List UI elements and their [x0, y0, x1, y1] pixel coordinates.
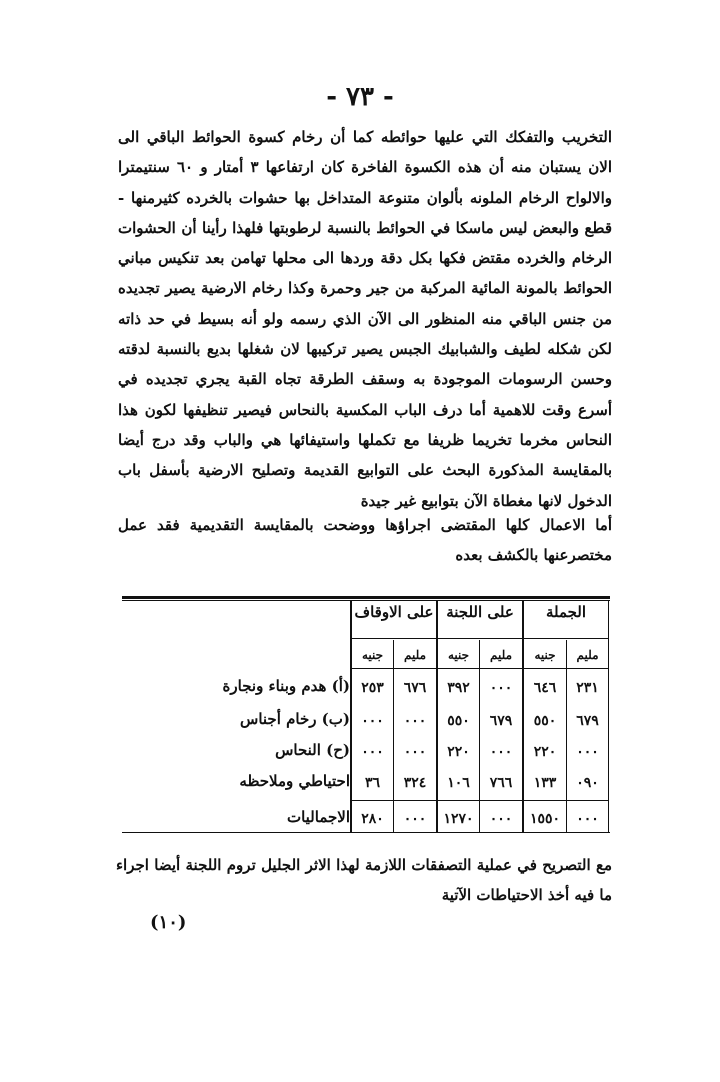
group-divider: [608, 600, 609, 832]
main-paragraph-text: التخريب والتفكك التي عليها حوائطه كما أن رخام كسوة الحوائط الباقي الى الان يستبان منه أن هذه الكسوة الفاخرة كان ارتفاعها ٣ أمتار و ٦٠ سنتيمترا والالواح الرخام الملونه بألوان متنوعة المتداخل بها حشوات بالخرده كثيرمنها - قطع والبعض ليس ماسكا في الحوائط بالنسبة لرطوبتها فلهذا رأينا أن الحشوات الرخام والخرده مقتض فكها بكل دقة وردها الى محلها تهامن بعد تنكيس مباني الحوائط بالمونة المائية المركبة من جير وحمرة وكذا رخام الارضية يصير تجديده من جنس الباقي منه المنظور الى الآن الذي رسمه ولو أنه بسيط في حد ذاته لكن شكله لطيف والشبابيك الجبس يصير تركيبها لان شغلها بديع بالنسبة لدقته وحسن الرسومات الموجودة به وسقف الطرقة تجاه القبة يجري تجديده في أسرع وقت للاهمية أما درف الباب المكسية بالنحاس فيصير تنظيفها لكون هذا النحاس مخرما تخريما ظريفا مع تكملها واستيفائها هي والباب وقد درج أيضا بالمقايسة المذكورة البحث على التوابيع القديمة وتصليح الارضية بأسفل باب الدخول لانها مغطاة الآن بتوابيع غير جيدة: [118, 128, 613, 510]
table-cell: ٠٠٠: [489, 680, 513, 696]
subhead-millim: مليم: [403, 648, 426, 662]
table-cell: ٠٠٠: [361, 713, 384, 729]
total-cell: ٠٠٠: [576, 811, 599, 827]
group-header-rule: [350, 638, 608, 639]
table-cell: ٦٧٩: [489, 713, 513, 729]
total-cell: ٠٠٠: [489, 811, 513, 827]
total-cell: ٠٠٠: [403, 811, 427, 827]
table-cell: ٣٩٢: [447, 680, 470, 696]
table-top-rule: [122, 596, 610, 599]
table-cell: ٣٢٤: [403, 775, 427, 791]
footer-paragraph-text: مع التصريح في عملية التصفقات اللازمة لهذا الاثر الجليل تروم اللجنة أيضا اجراء ما فيه أخذ الاحتياطات الآتية: [116, 856, 612, 904]
main-paragraph: [118, 122, 612, 516]
subhead-millim: مليم: [576, 648, 599, 662]
table-cell: ٢٣١: [576, 680, 599, 696]
table-bottom-rule: [122, 832, 610, 833]
subhead-guineh: جنيه: [534, 648, 556, 662]
signature-number: (١٠): [150, 912, 187, 933]
total-cell: ١٥٥٠: [529, 811, 561, 827]
total-cell: ١٢٧٠: [443, 811, 474, 827]
group-header-lajna: على اللجنة: [446, 603, 514, 621]
table-cell: ٥٥٠: [533, 713, 557, 729]
table-cell: ٦٤٦: [533, 680, 557, 696]
table-cell: ٢٢٠: [533, 744, 557, 760]
table-cell: ٦٧٩: [576, 713, 599, 729]
subhead-guineh: جنيه: [361, 648, 384, 662]
group-header-awqaf: على الاوقاف: [354, 603, 434, 621]
table-cell: ١٠٦: [447, 775, 470, 791]
table-cell: ٢٥٣: [361, 680, 384, 696]
summary-paragraph-text: أما الاعمال كلها المقتضى اجراؤها ووضحت بالمقايسة التقديمية فقد عمل مختصرعنها بالكشف بعده: [118, 516, 612, 564]
table-cell: ٥٥٠: [447, 713, 470, 729]
table-cell: ٠٠٠: [403, 744, 427, 760]
row-label: (ح) النحاس: [275, 741, 350, 759]
row-label: (ب) رخام أجناس: [240, 710, 350, 728]
table-cell: ٦٧٦: [403, 680, 427, 696]
subhead-rule: [350, 668, 608, 669]
table-cell: ٧٦٦: [489, 775, 513, 791]
group-header-total: الجملة: [545, 603, 587, 621]
subhead-guineh: جنيه: [447, 648, 470, 662]
table-cell: ٠٩٠: [576, 775, 599, 791]
row-label: (أ) هدم وبناء ونجارة: [222, 677, 350, 695]
table-cell: ٠٠٠: [361, 744, 384, 760]
subhead-millim: مليم: [489, 648, 512, 662]
totals-rule: [350, 800, 608, 801]
page-number: - ٧٣ -: [326, 82, 394, 112]
footer-paragraph: [116, 850, 612, 910]
summary-paragraph: [118, 510, 612, 570]
table-cell: ٠٠٠: [489, 744, 513, 760]
table-cell: ٣٦: [364, 775, 381, 791]
totals-label: الاجماليات: [286, 808, 350, 826]
table-cell: ١٣٣: [533, 775, 557, 791]
row-label: احتياطي وملاحظه: [239, 772, 350, 790]
table-cell: ٠٠٠: [576, 744, 599, 760]
table-cell: ٢٢٠: [447, 744, 470, 760]
table-cell: ٠٠٠: [403, 713, 427, 729]
total-cell: ٢٨٠: [361, 811, 384, 827]
